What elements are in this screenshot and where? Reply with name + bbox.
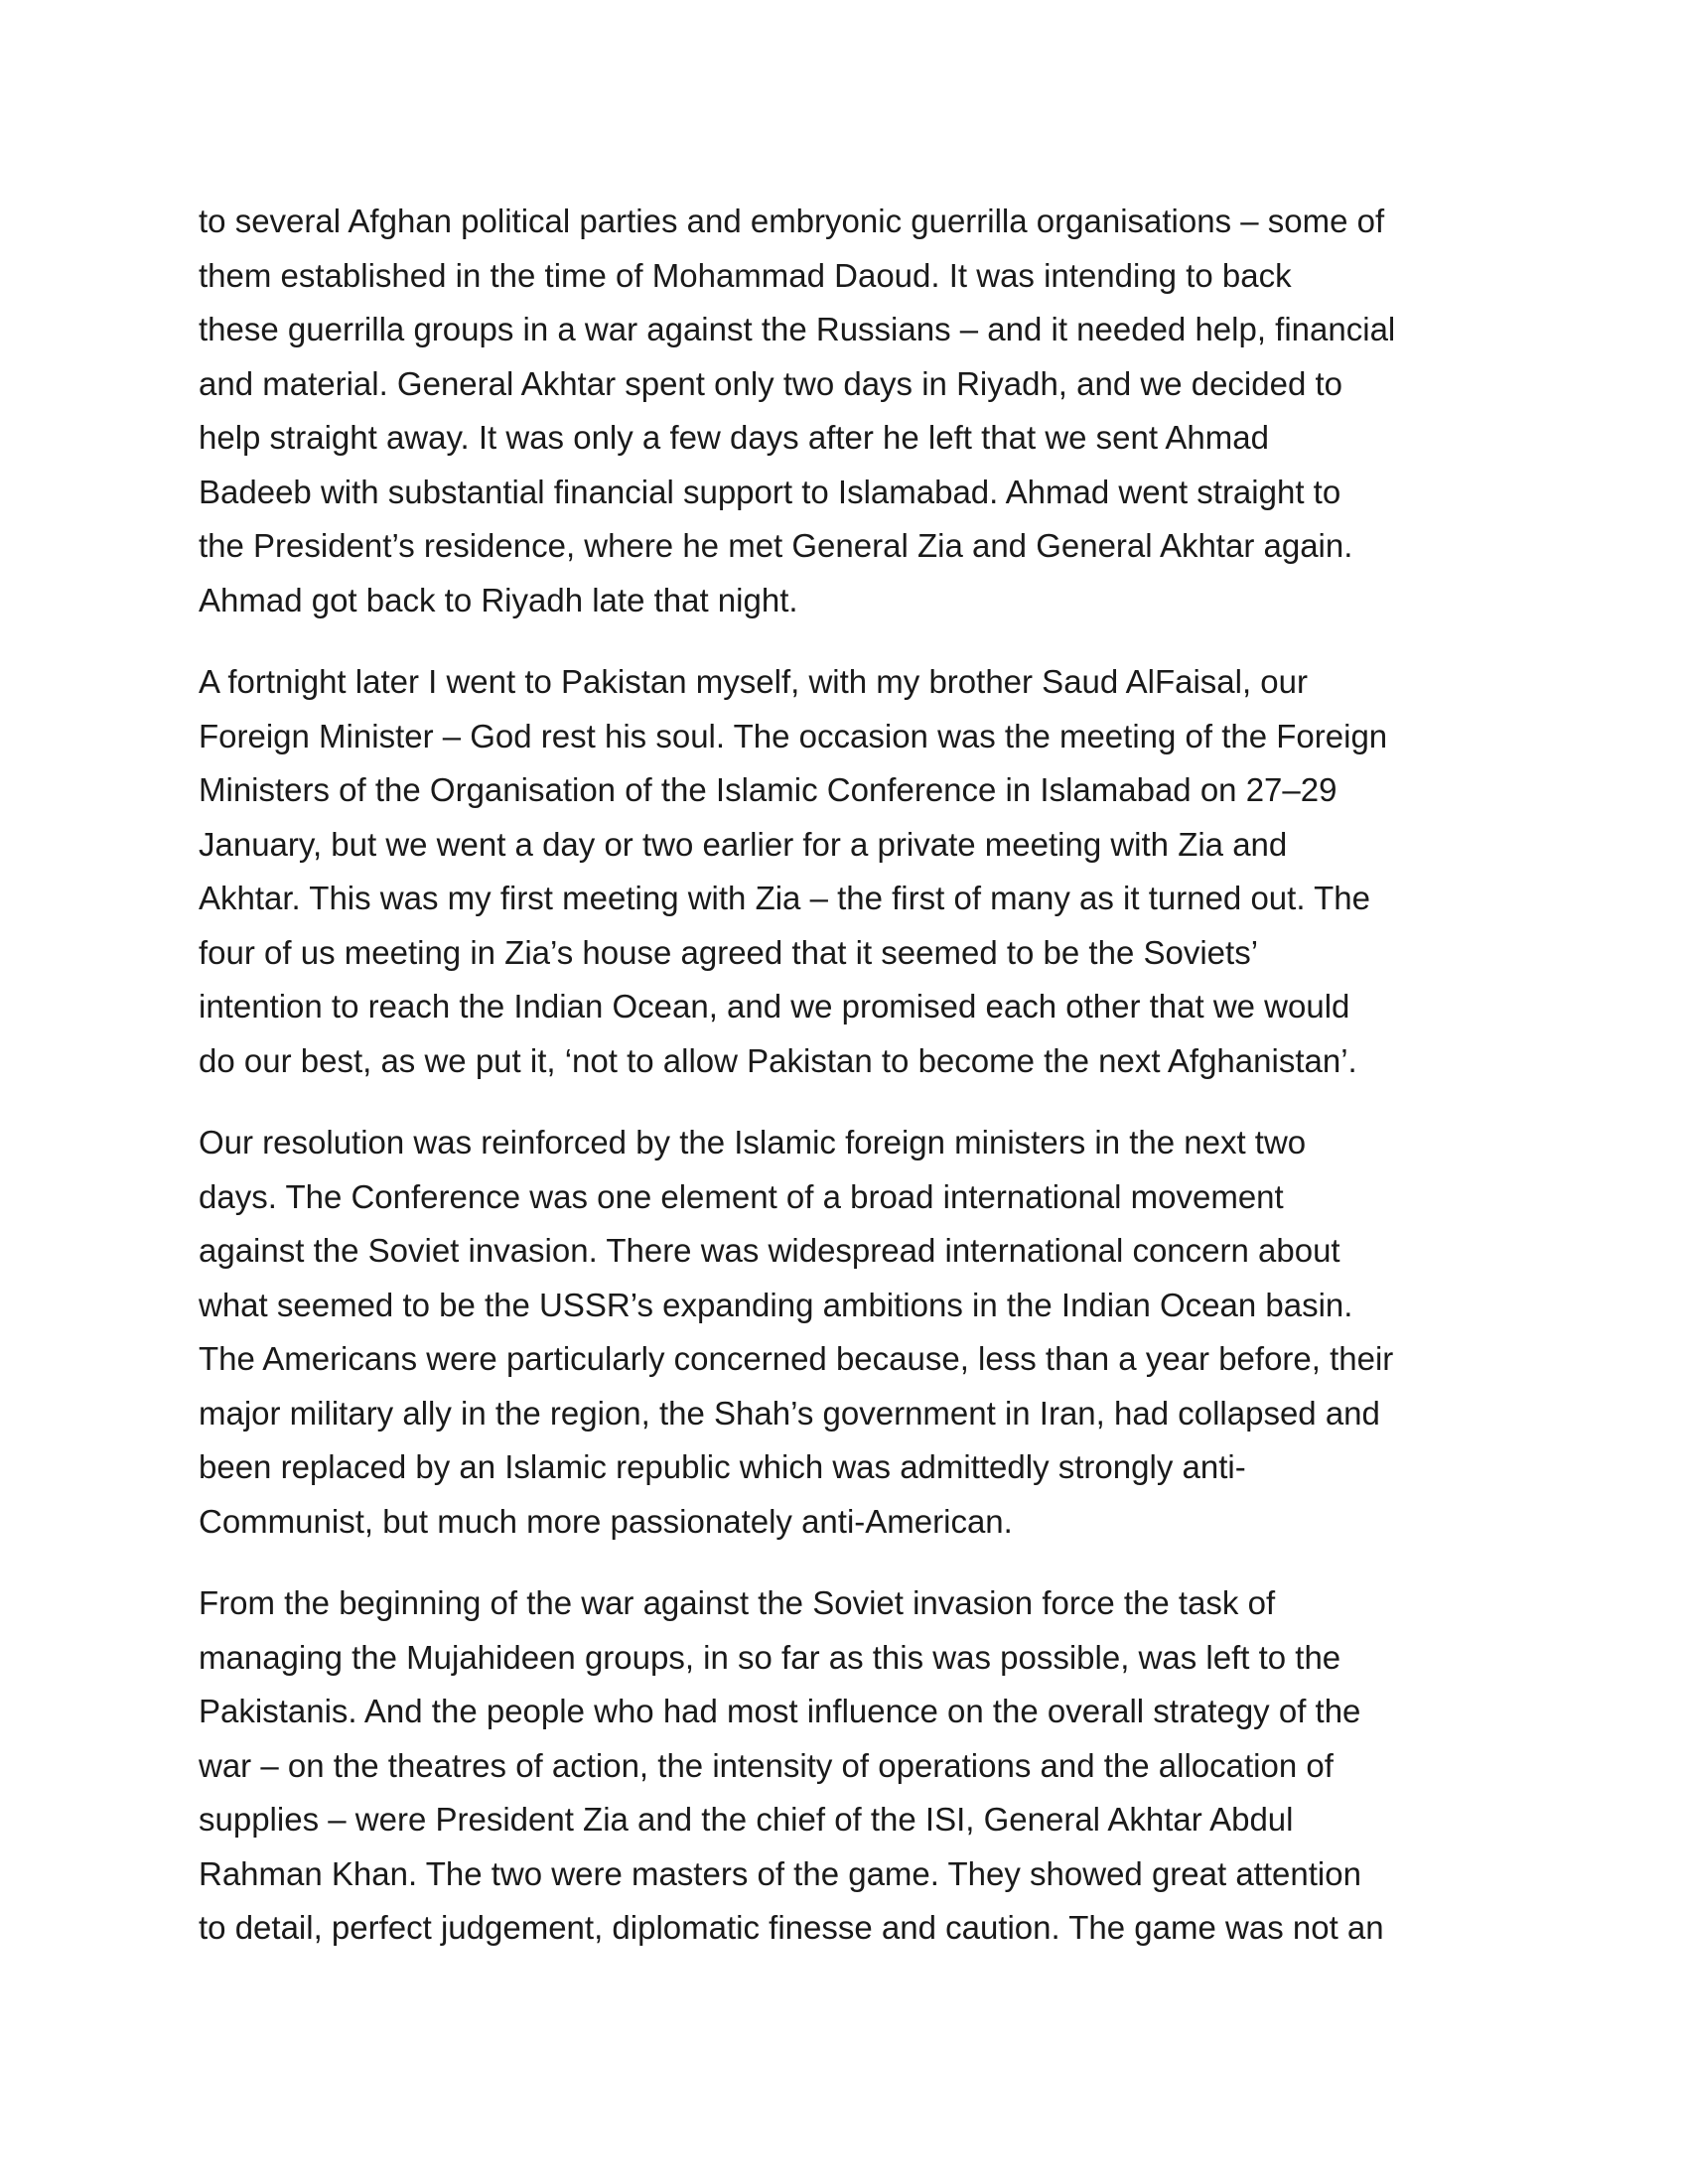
text-line: four of us meeting in Zia’s house agreed that it seemed to be the Soviets’ — [199, 933, 1259, 971]
text-line: what seemed to be the USSR’s expanding ambitions in the Indian Ocean basin. — [199, 1286, 1353, 1323]
text-line: Pakistanis. And the people who had most influence on the overall strategy of the — [199, 1693, 1361, 1729]
text-line: to several Afghan political parties and embryonic guerrilla organisations – some of — [199, 203, 1385, 239]
text-line: war – on the theatres of action, the intensity of operations and the allocation of — [199, 1746, 1334, 1784]
text-line: supplies – were President Zia and the chief of the ISI, General Akhtar Abdul — [199, 1801, 1294, 1838]
text-line: managing the Mujahideen groups, in so far as this was possible, was left to the — [199, 1638, 1341, 1676]
text-line: Badeeb with substantial financial support to Islamabad. Ahmad went straight to — [199, 473, 1341, 510]
paragraph-3 — [199, 1116, 1509, 1549]
text-line: Our resolution was reinforced by the Islamic foreign ministers in the next two — [199, 1124, 1307, 1160]
text-line: these guerrilla groups in a war against the Russians – and it needed help, financial — [199, 311, 1396, 347]
text-line: against the Soviet invasion. There was widespread international concern about — [199, 1232, 1340, 1269]
text-line: them established in the time of Mohammad Daoud. It was intending to back — [199, 256, 1292, 294]
text-line: January, but we went a day or two earlier for a private meeting with Zia and — [199, 825, 1288, 863]
text-line: A fortnight later I went to Pakistan myself, with my brother Saud AlFaisal, our — [199, 663, 1309, 700]
text-line: days. The Conference was one element of a broad international movement — [199, 1177, 1284, 1215]
paragraph-4 — [199, 1576, 1509, 1956]
text-line: Rahman Khan. The two were masters of the game. They showed great attention — [199, 1854, 1361, 1892]
text-line: Ministers of the Organisation of the Islamic Conference in Islamabad on 27–29 — [199, 771, 1337, 808]
text-line: to detail, perfect judgement, diplomatic finesse and caution. The game was not an — [199, 1909, 1384, 1946]
paragraph-1 — [199, 195, 1509, 627]
text-line: and material. General Akhtar spent only two days in Riyadh, and we decided to — [199, 364, 1343, 402]
text-line: Foreign Minister – God rest his soul. The occasion was the meeting of the Foreign — [199, 717, 1388, 754]
text-line: do our best, as we put it, ‘not to allow Pakistan to become the next Afghanistan’. — [199, 1041, 1357, 1079]
text-line: the President’s residence, where he met General Zia and General Akhtar again. — [199, 527, 1353, 564]
text-line: Akhtar. This was my first meeting with Zia – the first of many as it turned out. The — [199, 880, 1370, 916]
text-line: The Americans were particularly concerned because, less than a year before, their — [199, 1340, 1394, 1377]
document-page — [199, 195, 1509, 1983]
text-line: been replaced by an Islamic republic which was admittedly strongly anti- — [199, 1448, 1246, 1485]
paragraph-2 — [199, 655, 1509, 1088]
text-line: Ahmad got back to Riyadh late that night. — [199, 581, 798, 618]
text-line: Communist, but much more passionately anti-American. — [199, 1502, 1013, 1540]
text-line: From the beginning of the war against the Soviet invasion force the task of — [199, 1584, 1276, 1621]
text-line: intention to reach the Indian Ocean, and we promised each other that we would — [199, 988, 1350, 1024]
text-line: help straight away. It was only a few days after he left that we sent Ahmad — [199, 419, 1269, 456]
text-line: major military ally in the region, the Shah’s government in Iran, had collapsed and — [199, 1394, 1380, 1432]
